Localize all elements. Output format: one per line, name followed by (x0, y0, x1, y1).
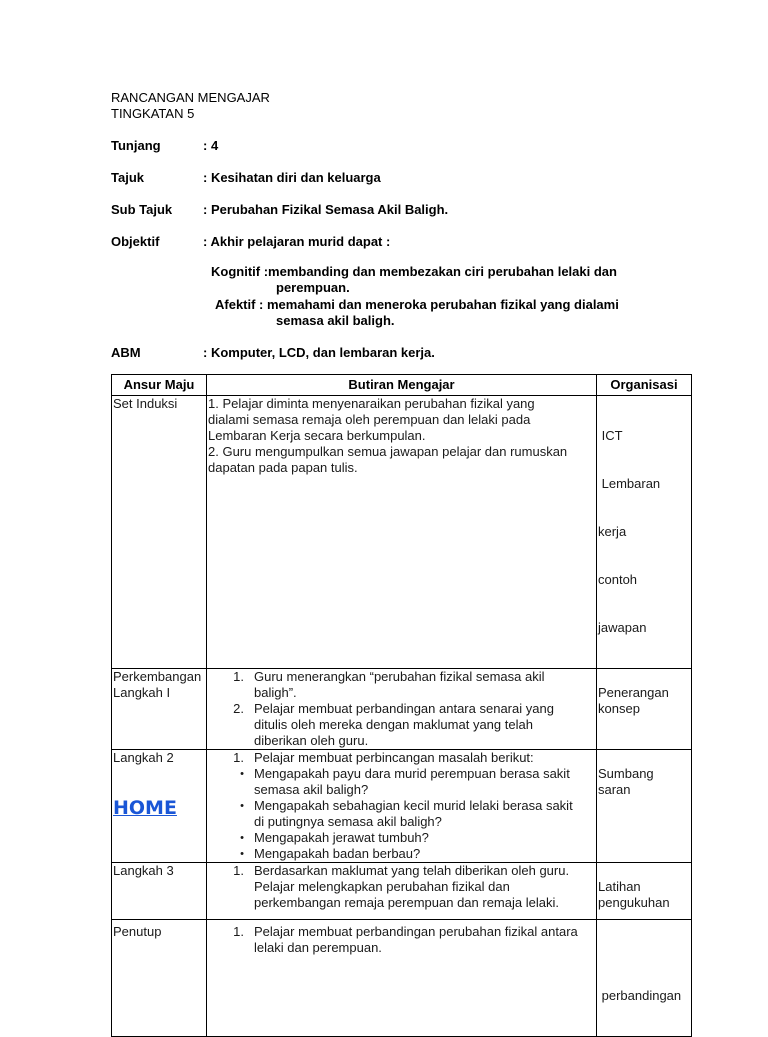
cell-ansur (112, 669, 207, 750)
list-number: 2. (233, 701, 244, 716)
lesson-plan-table (111, 374, 692, 1037)
text-line: Penerangan (598, 685, 669, 700)
header-organisasi: Organisasi (597, 375, 692, 396)
text-line: Perkembangan (113, 669, 202, 684)
text-line: Penutup (113, 924, 162, 939)
cell-butiran (207, 750, 597, 863)
objektif-label: Objektif (111, 234, 160, 249)
text-line: jawapan (598, 620, 647, 635)
cell-butiran (207, 396, 597, 669)
text-line: Guru menerangkan “perubahan fizikal semasa akil (254, 669, 545, 684)
text-line: Mengapakah jerawat tumbuh? (254, 830, 429, 845)
text-line: Lembaran Kerja secara berkumpulan. (208, 428, 426, 443)
text-line: Lembaran (598, 476, 661, 491)
text-line: dialami semasa remaja oleh perempuan dan lelaki pada (208, 412, 531, 427)
sub-tajuk-value: : Perubahan Fizikal Semasa Akil Baligh. (203, 202, 449, 217)
afektif-line1: Afektif : memahami dan meneroka perubahan fizikal yang dialami (215, 297, 619, 312)
tunjang-label: Tunjang (111, 138, 161, 153)
text-line: contoh (598, 572, 638, 587)
text-line: ditulis oleh mereka dengan maklumat yang telah (254, 717, 533, 732)
text-line: Pelajar membuat perbincangan masalah berikut: (254, 750, 534, 765)
list-number: 1. (233, 924, 244, 939)
bullet-icon: • (240, 832, 244, 844)
cell-organisasi (597, 920, 692, 1037)
text-line: 1. Pelajar diminta menyenaraikan perubahan fizikal yang (208, 396, 535, 411)
text-line: lelaki dan perempuan. (254, 940, 382, 955)
text-line: Pelajar membuat perbandingan antara senarai yang (254, 701, 554, 716)
text-line: Mengapakah badan berbau? (254, 846, 421, 861)
list-item (208, 924, 595, 956)
text-line: dapatan pada papan tulis. (208, 460, 358, 475)
table-row-langkah-2 (112, 750, 692, 863)
text-line: Langkah I (113, 685, 171, 700)
text-line: konsep (598, 701, 640, 716)
kognitif-line1: Kognitif :membanding dan membezakan ciri perubahan lelaki dan (211, 264, 617, 279)
bullet-icon: • (240, 800, 244, 812)
text-line: baligh”. (254, 685, 297, 700)
text-line: Mengapakah payu dara murid perempuan berasa sakit (254, 766, 570, 781)
afektif-line2: semasa akil baligh. (276, 313, 395, 328)
list-item (208, 846, 595, 862)
text-line: ICT (598, 428, 623, 443)
text-line: pengukuhan (598, 895, 670, 910)
cell-organisasi (597, 396, 692, 669)
text-line: saran (598, 782, 631, 797)
text-line: perbandingan (598, 988, 682, 1003)
list-number: 1. (233, 863, 244, 878)
text-line: Berdasarkan maklumat yang telah diberikan oleh guru. (254, 863, 570, 878)
cell-organisasi (597, 669, 692, 750)
doc-title: RANCANGAN MENGAJAR (111, 90, 270, 105)
table-row-set-induksi (112, 396, 692, 669)
table-row-langkah-3 (112, 863, 692, 920)
list-item (208, 701, 595, 749)
table-header-row (112, 375, 692, 396)
cell-ansur (112, 920, 207, 1037)
cell-organisasi (597, 863, 692, 920)
text-line: semasa akil baligh? (254, 782, 369, 797)
text-line: diberikan oleh guru. (254, 733, 369, 748)
bullet-icon: • (240, 848, 244, 860)
tunjang-value: : 4 (203, 138, 219, 153)
text-line: kerja (598, 524, 627, 539)
text-line: perkembangan remaja perempuan dan remaja lelaki. (254, 895, 559, 910)
home-link[interactable]: HOME (113, 797, 177, 819)
list-item (208, 669, 595, 701)
list-number: 1. (233, 750, 244, 765)
cell-ansur: Set Induksi (112, 396, 207, 669)
list-item (208, 863, 595, 911)
doc-subtitle: TINGKATAN 5 (111, 106, 195, 121)
objektif-value: : Akhir pelajaran murid dapat : (203, 234, 391, 249)
list-item (208, 750, 595, 766)
sub-tajuk-label: Sub Tajuk (111, 202, 173, 217)
kognitif-line2: perempuan. (276, 280, 350, 295)
abm-label: ABM (111, 345, 141, 360)
cell-ansur: Langkah 2 (112, 750, 207, 863)
list-item (208, 798, 595, 830)
header-ansur-maju: Ansur Maju (112, 375, 207, 396)
cell-ansur: Langkah 3 (112, 863, 207, 920)
header-butiran-mengajar: Butiran Mengajar (207, 375, 597, 396)
list-number: 1. (233, 669, 244, 684)
text-line: Pelajar membuat perbandingan perubahan fizikal antara (254, 924, 578, 939)
table-row-penutup (112, 920, 692, 1037)
list-item (208, 766, 595, 798)
list-item (208, 830, 595, 846)
text-line: Mengapakah sebahagian kecil murid lelaki berasa sakit (254, 798, 573, 813)
table-row-perkembangan (112, 669, 692, 750)
bullet-icon: • (240, 768, 244, 780)
tajuk-value: : Kesihatan diri dan keluarga (203, 170, 381, 185)
cell-butiran (207, 863, 597, 920)
text-line: Latihan (598, 879, 641, 894)
text-line: Sumbang (598, 766, 654, 781)
text-line: di putingnya semasa akil baligh? (254, 814, 442, 829)
cell-butiran (207, 920, 597, 1037)
abm-value: : Komputer, LCD, dan lembaran kerja. (203, 345, 435, 360)
tajuk-label: Tajuk (111, 170, 144, 185)
text-line: 2. Guru mengumpulkan semua jawapan pelajar dan rumuskan (208, 444, 568, 459)
cell-butiran (207, 669, 597, 750)
text-line: Pelajar melengkapkan perubahan fizikal dan (254, 879, 510, 894)
cell-organisasi (597, 750, 692, 863)
